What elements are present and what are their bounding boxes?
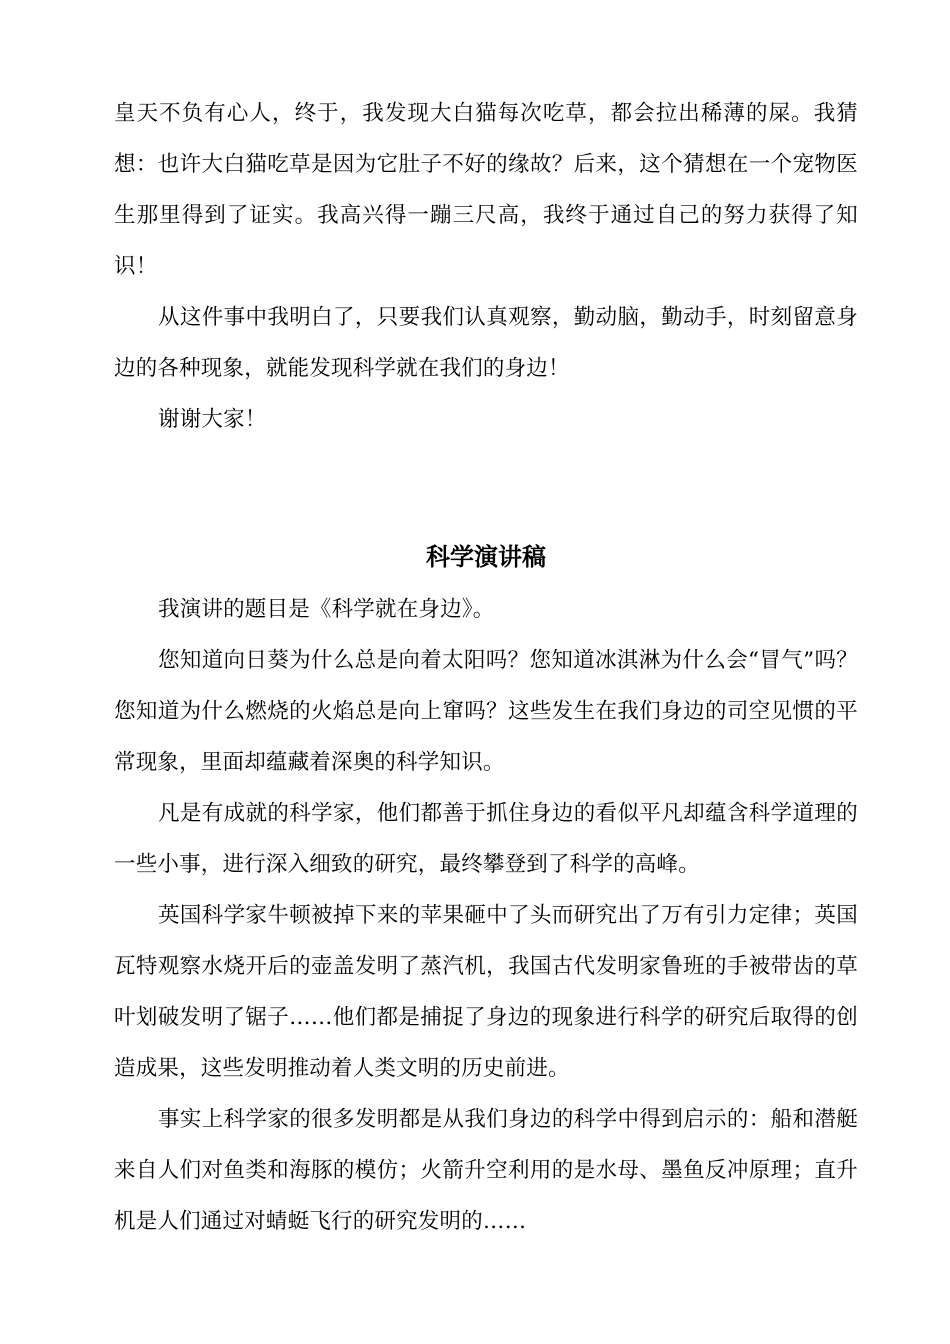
paragraph: 凡是有成就的科学家，他们都善于抓住身边的看似平凡却蕴含科学道理的一些小事，进行深入细致的研究，最终攀登到了科学的高峰。 — [114, 801, 858, 877]
paragraph: 英国科学家牛顿被掉下来的苹果砸中了头而研究出了万有引力定律；英国瓦特观察水烧开后的壶盖发明了蒸汽机，我国古代发明家鲁班的手被带齿的草叶划破发明了锯子……他们都是捕捉了身边的现象进行科学的研究后取得的创造成果，这些发明推动着人类文明的历史前进。 — [114, 903, 858, 1081]
paragraph: 您知道向日葵为什么总是向着太阳吗？您知道冰淇淋为什么会“冒气”吗？您知道为什么燃烧的火焰总是向上窜吗？这些发生在我们身边的司空见惯的平常现象，里面却蕴藏着深奥的科学知识。 — [114, 648, 858, 775]
paragraph: 皇天不负有心人，终于，我发现大白猫每次吃草，都会拉出稀薄的屎。我猜想：也许大白猫吃草是因为它肚子不好的缘故？后来，这个猜想在一个宠物医生那里得到了证实。我高兴得一蹦三尺高，我终于通过自己的努力获得了知识！ — [114, 101, 858, 279]
paragraph: 我演讲的题目是《科学就在身边》。 — [158, 597, 495, 622]
paragraph: 谢谢大家！ — [158, 407, 267, 432]
speech-title: 科学演讲稿 — [426, 543, 546, 571]
paragraph: 从这件事中我明白了，只要我们认真观察，勤动脑，勤动手，时刻留意身边的各种现象，就能发现科学就在我们的身边！ — [114, 305, 858, 381]
paragraph: 事实上科学家的很多发明都是从我们身边的科学中得到启示的：船和潜艇来自人们对鱼类和海豚的模仿；火箭升空利用的是水母、墨鱼反冲原理；直升机是人们通过对蜻蜓飞行的研究发明的…… — [114, 1107, 858, 1234]
speech-body — [114, 584, 858, 1247]
top-section — [114, 88, 858, 445]
